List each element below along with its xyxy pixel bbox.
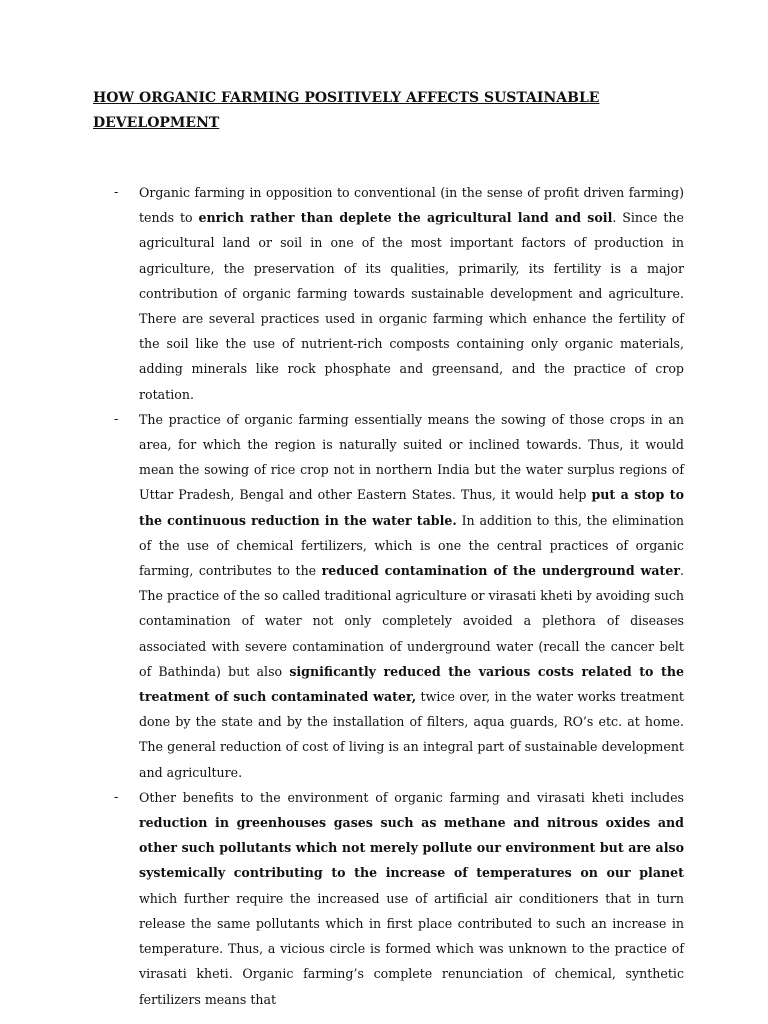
bullet-list bbox=[114, 180, 684, 1012]
text-run: twice over, in the water works treatment done by the state and by the installation of filters, aqua guards, RO’s etc. at home. The general reduction of cost of living is an integral part of sustainable development and agriculture. bbox=[139, 689, 684, 780]
text-run: The practice of organic farming essentially means the sowing of those crops in an area, for which the region is naturally suited or inclined towards. Thus, it would mean the sowing of rice crop not in northern India but the water surplus regions of Uttar Pradesh, Bengal and other Eastern States. Thus, it would help bbox=[139, 411, 684, 503]
text-run: Other benefits to the environment of organic farming and virasati kheti includes bbox=[139, 789, 684, 805]
bullet-item bbox=[114, 407, 684, 785]
text-run: which further require the increased use of artificial air conditioners that in turn release the same pollutants which in first place contributed to such an increase in temperature. Thus, a vicious circle is formed which was unknown to the practice of virasati kheti. Organic farming’s complete renunciation of chemical, synthetic fertilizers means that bbox=[139, 890, 684, 1007]
text-run: . The practice of the so called traditional agriculture or virasati kheti by avoiding such contamination of water not only completely avoided a plethora of diseases associated with severe contamination of underground water (recall the cancer belt of Bathinda) but also bbox=[139, 563, 684, 679]
bullet-item bbox=[114, 785, 684, 1012]
bullet-marker: - bbox=[114, 411, 119, 427]
bullet-text bbox=[139, 785, 684, 1012]
bullet-marker: - bbox=[114, 789, 119, 805]
text-run: Organic farming in opposition to conventional (in the sense of profit driven farming) tends to bbox=[139, 185, 684, 226]
bold-phrase: significantly reduced the various costs related to the treatment of such contaminated water, bbox=[139, 663, 684, 705]
bold-phrase: enrich rather than deplete the agricultural land and soil bbox=[198, 210, 613, 226]
bullet-text bbox=[139, 180, 684, 407]
bullet-marker: - bbox=[114, 185, 119, 200]
bold-phrase: put a stop to the continuous reduction in the water table. bbox=[139, 487, 684, 528]
bullet-text bbox=[139, 407, 684, 785]
text-run: In addition to this, the elimination of the use of chemical fertilizers, which is one the central practices of organic farming, contributes to the bbox=[139, 512, 685, 579]
bold-phrase: reduced contamination of the underground water bbox=[321, 563, 680, 579]
bold-phrase: reduction in greenhouses gases such as methane and nitrous oxides and other such pollutants which not merely pollute our environment but are also systemically contributing to the increase of temperatures on our planet bbox=[139, 815, 684, 881]
bullet-item bbox=[114, 180, 684, 407]
document-title: HOW ORGANIC FARMING POSITIVELY AFFECTS SUSTAINABLE DEVELOPMENT bbox=[93, 90, 600, 131]
text-run: . Since the agricultural land or soil in one of the most important factors of production in agriculture, the preservation of its qualities, primarily, its fertility is a major contribution of organic farming towards sustainable development and agriculture. There are several practices used in organic farming which enhance the fertility of the soil like the use of nutrient-rich composts containing only organic materials, adding minerals like rock phosphate and greensand, and the practice of crop rotation. bbox=[139, 210, 684, 402]
